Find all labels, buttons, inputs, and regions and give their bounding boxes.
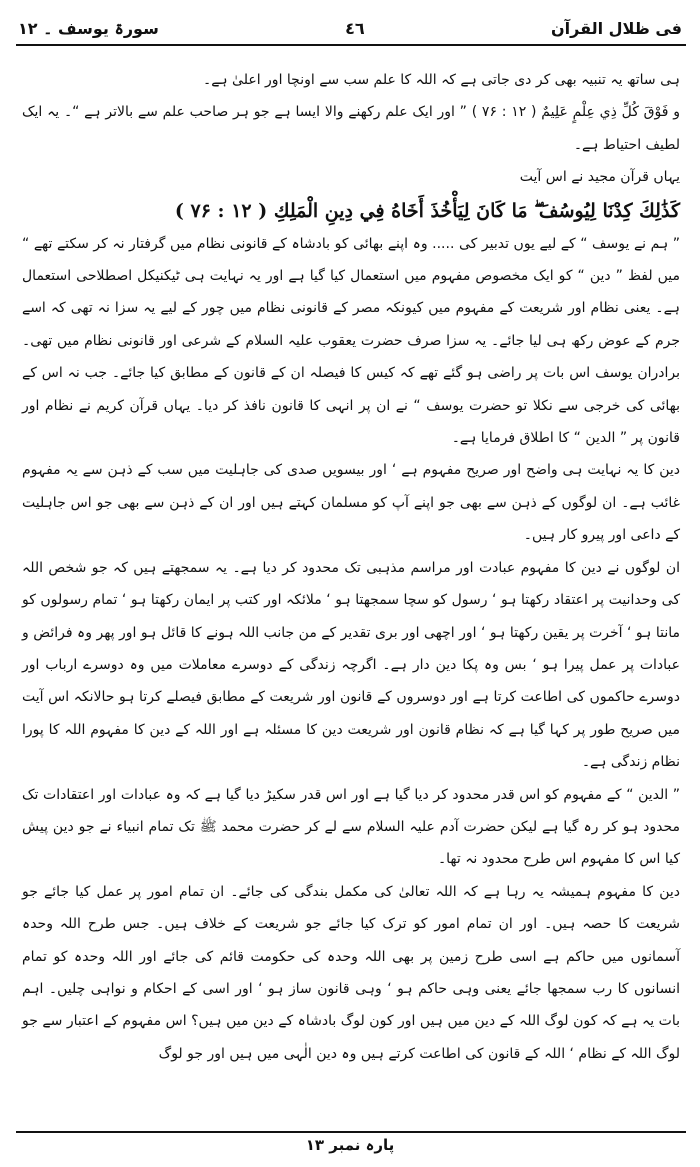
text-line-3: یہاں قرآن مجید نے اس آیت bbox=[519, 169, 680, 186]
para-number-footer: پارہ نمبر ۱۳ bbox=[305, 1136, 395, 1154]
running-header bbox=[18, 12, 682, 44]
header-divider bbox=[16, 44, 686, 46]
book-title: فی ظلال القرآن bbox=[550, 18, 682, 38]
text-line-2: و فَوْقَ كُلِّ ذِي عِلْمٍ عَلِيمٌ ( ۱۲ : ۷۶ ) ” اور ایک علم رکھنے والا ایسا ہے جو ہر صاحب علم سے بالاتر ہے “۔ یہ ایک لطیف احتیاط ہے۔ bbox=[22, 104, 680, 153]
quranic-verse: كَذَٰلِكَ كِدْنَا لِيُوسُفَ ۖ مَا كَانَ لِيَأْخُذَ أَخَاهُ فِي دِينِ الْمَلِكِ ( ۱۲ : ۷۶ ) bbox=[174, 199, 680, 222]
paragraph-2: دین کا یہ نہایت ہی واضح اور صریح مفہوم ہے ‘ اور بیسویں صدی کی جاہلیت میں سب کے ذہن سے یہ مفہوم غائب ہے۔ ان لوگوں کے ذہن سے بھی جو اپنے آپ کو مسلمان کہتے ہیں اور ان کے ذہن سے بھی جو اس جاہلیت کے داعی اور پیرو کار ہیں۔ bbox=[22, 462, 680, 544]
paragraph-3: ان لوگوں نے دین کا مفہوم عبادت اور مراسم مذہبی تک محدود کر دیا ہے۔ یہ سمجھتے ہیں کہ جو شخص اللہ کی وحدانیت پر اعتقاد رکھتا ہو ‘ رسول کو سچا سمجھتا ہو ‘ ملائکہ اور کتب پر ایمان رکھتا ہو ‘ تمام رسولوں کو مانتا ہو ‘ آخرت پر یقین رکھتا ہو ‘ اور اچھی اور بری تقدیر کے من جانب اللہ ہونے کا قائل ہو اور پھر وہ فرائض و عبادات پر عمل پیرا ہو ‘ بس وہ پکا دین دار ہے۔ اگرچہ زندگی کے دوسرے معاملات میں وہ دوسرے ارباب اور دوسرے حاکموں کی اطاعت کرتا ہے اور دوسروں کے قانون اور شریعت کے مطابق فیصلے کرتا ہو حالانکہ اس آیت میں صریح طور پر کہا گیا ہے کہ نظام قانون اور شریعت دین کا مسئلہ ہے اور اللہ کے دین کا مفہوم اللہ کا پورا نظام زندگی ہے۔ bbox=[22, 559, 680, 771]
text-line-1: ہی ساتھ یہ تنبیہ بھی کر دی جاتی ہے کہ اللہ کا علم سب سے اونچا اور اعلیٰ ہے۔ bbox=[202, 72, 680, 88]
paragraph-4: ” الدین “ کے مفہوم کو اس قدر محدود کر دیا گیا ہے اور اس قدر سکیڑ دیا گیا ہے کہ وہ عبادات اور اعتقادات تک محدود ہو کر رہ گیا ہے لیکن حضرت آدم علیہ السلام سے لے کر حضرت محمد ﷺ تک تمام انبیاء نے جو دین پیش کیا اس کا مفہوم اس طرح محدود نہ تھا۔ bbox=[22, 786, 680, 868]
page-body bbox=[22, 64, 680, 1070]
surah-label: سورۃ یوسف ۔ ۱۲ bbox=[18, 18, 159, 38]
page-number: ٤٦ bbox=[345, 18, 365, 38]
paragraph-1: ” ہم نے یوسف “ کے لیے یوں تدبیر کی ..... وہ اپنے بھائی کو بادشاہ کے قانونی نظام میں گرفتار نہ کر سکتے تھے “ میں لفظ ” دین “ کو ایک مخصوص مفہوم میں استعمال کیا گیا ہے اور یہ نہایت ہی ٹیکنیکل اصطلاحی استعمال ہے۔ یعنی نظام اور شریعت کے مفہوم میں کیونکہ مصر کے قانونی نظام میں چور کے لیے یہ سزا نہ تھی کہ اسے جرم کے عوض رکھ ہی لیا جائے۔ یہ سزا صرف حضرت یعقوب علیہ السلام کے شرعی اور قانونی نظام میں تھی۔ برادران یوسف اس بات پر راضی ہو گئے تھے کہ کیس کا فیصلہ ان کے قانون کے مطابق کیا جائے۔ جب نہ اس کے بھائی کی خرجی سے نکلا تو حضرت یوسف “ نے ان پر انہی کا قانون نافذ کر دیا۔ یہاں قرآن کریم نے نظام اور قانون پر ” الدین “ کا اطلاق فرمایا ہے۔ bbox=[22, 235, 680, 447]
footer-divider bbox=[16, 1131, 686, 1133]
paragraph-5: دین کا مفہوم ہمیشہ یہ رہا ہے کہ اللہ تعالیٰ کی مکمل بندگی کی جائے۔ ان تمام امور پر عمل کیا جائے جو شریعت کا حصہ ہیں۔ اور ان تمام امور کو ترک کیا جائے جو شریعت کے خلاف ہیں۔ جس طرح اللہ وحدہ آسمانوں میں حاکم ہے اسی طرح زمین پر بھی اللہ وحدہ کی حکومت قائم کی جائے اور اللہ وحدہ کو تمام انسانوں کا رب سمجھا جائے یعنی وہی حاکم ہو ‘ وہی قانون ساز ہو ‘ اور اسی کے احکام و نواہی چلیں۔ اہم بات یہ ہے کہ کون لوگ اللہ کے دین میں ہیں اور کون لوگ بادشاہ کے دین میں ہیں؟ اس مفہوم کے اعتبار سے جو لوگ اللہ کے نظام ‘ اللہ کے قانون کی اطاعت کرتے ہیں وہ دین الٰہی میں ہیں اور جو لوگ bbox=[22, 883, 680, 1062]
